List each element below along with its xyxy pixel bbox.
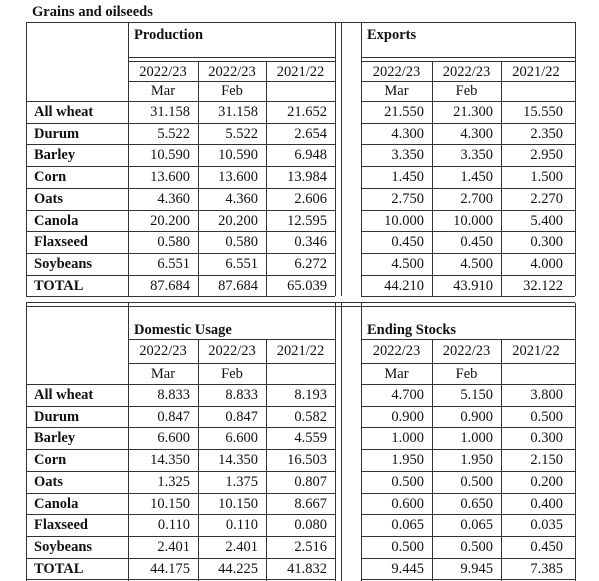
section-divider <box>341 303 342 581</box>
header-rule <box>128 57 335 58</box>
cell-exports: 3.350 <box>460 147 493 163</box>
cell-ending-stocks: 1.000 <box>460 430 493 446</box>
row-rule <box>361 253 575 254</box>
cell-exports: 0.450 <box>391 234 424 250</box>
col-year-exports: 2022/23 <box>372 64 421 80</box>
cell-production: 20.200 <box>218 213 258 229</box>
row-rule <box>26 275 335 276</box>
row-label-lower: All wheat <box>34 387 94 403</box>
cell-domestic-usage: 14.350 <box>150 452 190 468</box>
year-row-rule <box>361 81 575 82</box>
col-year-ending-stocks: 2022/23 <box>442 343 491 359</box>
cell-production: 0.580 <box>225 234 258 250</box>
cell-domestic-usage: 6.600 <box>157 430 190 446</box>
row-label-upper: Barley <box>34 147 76 163</box>
cell-ending-stocks: 0.500 <box>391 474 424 490</box>
row-rule <box>26 101 335 102</box>
cell-ending-stocks: 0.065 <box>391 517 424 533</box>
section-divider <box>341 22 342 296</box>
block-top-border <box>26 306 575 307</box>
cell-domestic-usage: 0.110 <box>225 517 258 533</box>
cell-exports: 0.450 <box>460 234 493 250</box>
header-rule <box>128 339 335 340</box>
row-rule <box>361 558 575 559</box>
cell-domestic-usage: 8.833 <box>225 387 258 403</box>
year-row-rule <box>128 363 335 364</box>
col-year-production: 2022/23 <box>139 64 187 80</box>
cell-exports: 4.300 <box>391 126 424 142</box>
section-title-production: Production <box>134 27 204 43</box>
col-year-domestic-usage: 2022/23 <box>208 343 256 359</box>
cell-exports: 5.400 <box>530 213 563 229</box>
cell-domestic-usage: 2.401 <box>225 539 258 555</box>
cell-production: 5.522 <box>225 126 258 142</box>
cell-domestic-usage: 0.807 <box>294 474 327 490</box>
cell-domestic-usage: 44.225 <box>218 561 258 577</box>
grid-line <box>501 61 502 296</box>
section-title-exports: Exports <box>367 27 417 43</box>
cell-ending-stocks: 0.450 <box>530 539 563 555</box>
cell-exports: 15.550 <box>523 104 563 120</box>
cell-ending-stocks: 0.900 <box>460 409 493 425</box>
cell-exports: 2.750 <box>391 191 424 207</box>
cell-ending-stocks: 1.950 <box>460 452 493 468</box>
cell-ending-stocks: 0.900 <box>391 409 424 425</box>
cell-ending-stocks: 0.650 <box>460 496 493 512</box>
row-label-upper: Flaxseed <box>34 234 88 250</box>
row-rule <box>26 296 335 297</box>
cell-ending-stocks: 0.500 <box>460 474 493 490</box>
cell-ending-stocks: 0.500 <box>530 409 563 425</box>
col-month-domestic-usage: Mar <box>150 366 176 382</box>
row-label-upper: Soybeans <box>34 256 93 272</box>
row-label-lower: Barley <box>34 430 76 446</box>
row-rule <box>26 558 335 559</box>
cell-production: 10.590 <box>150 147 190 163</box>
cell-exports: 10.000 <box>453 213 493 229</box>
cell-domestic-usage: 0.847 <box>157 409 190 425</box>
row-rule <box>26 231 335 232</box>
header-rule <box>128 61 335 62</box>
row-rule <box>361 514 575 515</box>
row-rule <box>361 579 575 580</box>
cell-ending-stocks: 0.500 <box>391 539 424 555</box>
cell-domestic-usage: 0.582 <box>294 409 327 425</box>
cell-production: 0.580 <box>157 234 190 250</box>
cell-domestic-usage: 2.516 <box>294 539 327 555</box>
row-rule <box>26 449 335 450</box>
cell-exports: 4.500 <box>391 256 424 272</box>
row-label-lower: Oats <box>34 474 63 490</box>
cell-production: 21.652 <box>287 104 327 120</box>
cell-ending-stocks: 5.150 <box>460 387 493 403</box>
year-row-rule <box>361 363 575 364</box>
cell-exports: 4.000 <box>530 256 563 272</box>
row-rule <box>26 144 335 145</box>
row-rule <box>361 427 575 428</box>
row-rule <box>361 471 575 472</box>
cell-domestic-usage: 2.401 <box>157 539 190 555</box>
row-label-lower: Canola <box>34 496 79 512</box>
cell-exports: 4.300 <box>460 126 493 142</box>
row-rule <box>361 144 575 145</box>
row-rule <box>361 101 575 102</box>
row-rule <box>361 188 575 189</box>
cell-production: 5.522 <box>157 126 190 142</box>
cell-domestic-usage: 41.832 <box>287 561 327 577</box>
cell-domestic-usage: 0.847 <box>225 409 258 425</box>
col-year-exports: 2021/22 <box>512 64 560 80</box>
cell-domestic-usage: 44.175 <box>150 561 190 577</box>
row-rule <box>361 384 575 385</box>
cell-exports: 44.210 <box>384 278 424 294</box>
section-divider <box>335 22 336 296</box>
cell-production: 10.590 <box>218 147 258 163</box>
cell-ending-stocks: 0.500 <box>460 539 493 555</box>
row-rule <box>361 231 575 232</box>
cell-production: 31.158 <box>218 104 258 120</box>
col-year-exports: 2022/23 <box>442 64 491 80</box>
row-rule <box>26 166 335 167</box>
cell-production: 6.551 <box>225 256 258 272</box>
cell-exports: 2.950 <box>530 147 563 163</box>
cell-production: 6.272 <box>294 256 327 272</box>
cell-production: 13.600 <box>150 169 190 185</box>
row-rule <box>361 449 575 450</box>
cell-production: 2.606 <box>294 191 327 207</box>
cell-production: 6.551 <box>157 256 190 272</box>
row-label-upper: All wheat <box>34 104 94 120</box>
row-rule <box>26 253 335 254</box>
cell-production: 65.039 <box>287 278 327 294</box>
table-right-border <box>575 303 576 581</box>
row-rule <box>26 579 335 580</box>
cell-production: 20.200 <box>150 213 190 229</box>
row-rule <box>26 427 335 428</box>
cell-exports: 32.122 <box>523 278 563 294</box>
year-row-rule <box>128 81 335 82</box>
cell-ending-stocks: 2.150 <box>530 452 563 468</box>
col-month-ending-stocks: Feb <box>455 366 478 382</box>
row-rule <box>26 514 335 515</box>
row-label-upper: Durum <box>34 126 80 142</box>
row-label-lower: Durum <box>34 409 80 425</box>
row-rule <box>361 210 575 211</box>
col-month-exports: Feb <box>455 83 478 99</box>
cell-ending-stocks: 0.035 <box>530 517 563 533</box>
cell-production: 4.360 <box>225 191 258 207</box>
cell-exports: 3.350 <box>391 147 424 163</box>
row-label-lower: Flaxseed <box>34 517 88 533</box>
table-left-border <box>26 303 27 581</box>
cell-exports: 1.450 <box>391 169 424 185</box>
row-rule <box>361 536 575 537</box>
cell-ending-stocks: 0.065 <box>460 517 493 533</box>
cell-production: 87.684 <box>150 278 190 294</box>
row-rule <box>361 275 575 276</box>
grid-line <box>266 339 267 581</box>
cell-production: 12.595 <box>287 213 327 229</box>
page-title: Grains and oilseeds <box>32 4 153 20</box>
row-rule <box>26 188 335 189</box>
header-rule <box>361 339 575 340</box>
row-rule <box>26 123 335 124</box>
cell-domestic-usage: 10.150 <box>150 496 190 512</box>
col-month-ending-stocks: Mar <box>384 366 409 382</box>
cell-production: 13.600 <box>218 169 258 185</box>
table-right-border <box>575 22 576 296</box>
cell-exports: 2.700 <box>460 191 493 207</box>
cell-ending-stocks: 9.445 <box>391 561 424 577</box>
cell-exports: 0.300 <box>530 234 563 250</box>
cell-ending-stocks: 9.945 <box>460 561 493 577</box>
row-rule <box>26 384 335 385</box>
row-label-lower: Corn <box>34 452 67 468</box>
cell-exports: 4.500 <box>460 256 493 272</box>
cell-exports: 1.500 <box>530 169 563 185</box>
cell-exports: 10.000 <box>384 213 424 229</box>
cell-production: 6.948 <box>294 147 327 163</box>
row-rule <box>361 166 575 167</box>
cell-ending-stocks: 0.400 <box>530 496 563 512</box>
cell-ending-stocks: 0.200 <box>530 474 563 490</box>
cell-domestic-usage: 0.080 <box>294 517 327 533</box>
cell-exports: 2.270 <box>530 191 563 207</box>
cell-domestic-usage: 8.833 <box>157 387 190 403</box>
cell-ending-stocks: 1.000 <box>391 430 424 446</box>
cell-domestic-usage: 14.350 <box>218 452 258 468</box>
col-month-exports: Mar <box>384 83 409 99</box>
cell-exports: 1.450 <box>460 169 493 185</box>
row-label-upper: Canola <box>34 213 79 229</box>
row-label-upper: TOTAL <box>34 278 84 294</box>
cell-exports: 43.910 <box>453 278 493 294</box>
grid-line <box>266 61 267 296</box>
row-rule <box>361 123 575 124</box>
cell-exports: 21.300 <box>453 104 493 120</box>
cell-exports: 21.550 <box>384 104 424 120</box>
col-month-production: Feb <box>221 83 243 99</box>
col-month-domestic-usage: Feb <box>221 366 243 382</box>
row-rule <box>26 210 335 211</box>
cell-domestic-usage: 6.600 <box>225 430 258 446</box>
cell-production: 31.158 <box>150 104 190 120</box>
cell-domestic-usage: 4.559 <box>294 430 327 446</box>
col-year-domestic-usage: 2021/22 <box>276 343 325 359</box>
row-rule <box>361 406 575 407</box>
grid-line <box>501 339 502 581</box>
row-label-upper: Corn <box>34 169 67 185</box>
col-year-production: 2022/23 <box>208 64 256 80</box>
cell-production: 87.684 <box>218 278 258 294</box>
cell-production: 2.654 <box>294 126 327 142</box>
col-year-domestic-usage: 2022/23 <box>139 343 187 359</box>
col-month-production: Mar <box>150 83 176 99</box>
cell-production: 0.346 <box>294 234 327 250</box>
header-rule <box>361 61 575 62</box>
cell-production: 4.360 <box>157 191 190 207</box>
row-rule <box>26 471 335 472</box>
cell-production: 13.984 <box>287 169 327 185</box>
cell-domestic-usage: 16.503 <box>287 452 327 468</box>
table-top-border <box>26 22 575 23</box>
col-year-ending-stocks: 2021/22 <box>512 343 560 359</box>
cell-ending-stocks: 1.950 <box>391 452 424 468</box>
col-year-ending-stocks: 2022/23 <box>372 343 421 359</box>
table-left-border <box>26 22 27 296</box>
col-year-production: 2021/22 <box>276 64 325 80</box>
cell-ending-stocks: 0.600 <box>391 496 424 512</box>
cell-domestic-usage: 8.193 <box>294 387 327 403</box>
cell-ending-stocks: 3.800 <box>530 387 563 403</box>
cell-ending-stocks: 0.300 <box>530 430 563 446</box>
cell-domestic-usage: 8.667 <box>294 496 327 512</box>
header-rule <box>361 57 575 58</box>
section-title-ending-stocks: Ending Stocks <box>367 322 457 338</box>
section-divider <box>335 303 336 581</box>
row-rule <box>26 406 335 407</box>
cell-ending-stocks: 4.700 <box>391 387 424 403</box>
row-label-upper: Oats <box>34 191 63 207</box>
cell-domestic-usage: 10.150 <box>218 496 258 512</box>
cell-domestic-usage: 1.325 <box>157 474 190 490</box>
row-label-lower: Soybeans <box>34 539 93 555</box>
block-top-border <box>26 302 575 303</box>
row-label-lower: TOTAL <box>34 561 84 577</box>
row-rule <box>26 493 335 494</box>
row-rule <box>361 296 575 297</box>
section-title-domestic-usage: Domestic Usage <box>134 322 232 338</box>
cell-ending-stocks: 7.385 <box>530 561 563 577</box>
cell-exports: 2.350 <box>530 126 563 142</box>
cell-domestic-usage: 0.110 <box>157 517 190 533</box>
cell-domestic-usage: 1.375 <box>225 474 258 490</box>
row-rule <box>26 536 335 537</box>
row-rule <box>361 493 575 494</box>
